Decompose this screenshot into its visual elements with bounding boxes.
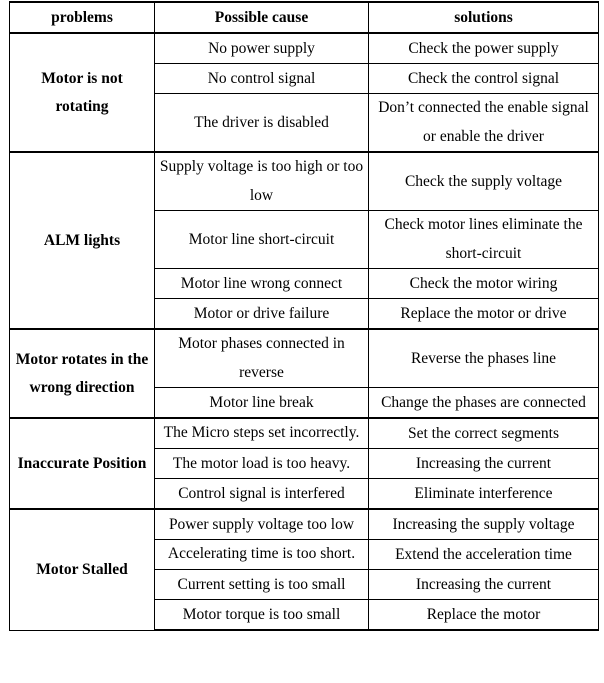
table-row — [10, 33, 599, 64]
solution-cell: Change the phases are connected — [369, 388, 599, 419]
solution-cell: Replace the motor — [369, 600, 599, 631]
cause-cell: Motor or drive failure — [155, 299, 369, 330]
cause-cell: No control signal — [155, 64, 369, 94]
cause-cell: Motor line short-circuit — [155, 211, 369, 269]
solution-cell: Increasing the current — [369, 449, 599, 479]
solution-cell: Extend the acceleration time — [369, 540, 599, 570]
troubleshooting-table — [9, 1, 599, 631]
solution-cell: Don’t connected the enable signal or enable the driver — [369, 94, 599, 153]
cause-cell: No power supply — [155, 33, 369, 64]
problem-cell: Inaccurate Position — [10, 418, 155, 509]
solution-cell: Check motor lines eliminate the short-circuit — [369, 211, 599, 269]
solution-cell: Reverse the phases line — [369, 329, 599, 388]
problem-cell: Motor rotates in the wrong direction — [10, 329, 155, 418]
solution-cell: Check the power supply — [369, 33, 599, 64]
header-solutions: solutions — [369, 2, 599, 33]
solution-cell: Check the motor wiring — [369, 269, 599, 299]
solution-cell: Set the correct segments — [369, 418, 599, 449]
table-row — [10, 329, 599, 388]
solution-cell: Eliminate interference — [369, 479, 599, 510]
cause-cell: Motor line wrong connect — [155, 269, 369, 299]
solution-cell: Replace the motor or drive — [369, 299, 599, 330]
cause-cell: Control signal is interfered — [155, 479, 369, 510]
header-row — [10, 2, 599, 33]
cause-cell: Supply voltage is too high or too low — [155, 152, 369, 211]
cause-cell: The Micro steps set incorrectly. — [155, 418, 369, 449]
solution-cell: Increasing the current — [369, 570, 599, 600]
solution-cell: Check the control signal — [369, 64, 599, 94]
header-problems: problems — [10, 2, 155, 33]
cause-cell: Power supply voltage too low — [155, 509, 369, 540]
cause-cell: Current setting is too small — [155, 570, 369, 600]
table-row — [10, 418, 599, 449]
header-possible-cause: Possible cause — [155, 2, 369, 33]
cause-cell: Motor phases connected in reverse — [155, 329, 369, 388]
table-row — [10, 509, 599, 540]
cause-cell: The motor load is too heavy. — [155, 449, 369, 479]
solution-cell: Increasing the supply voltage — [369, 509, 599, 540]
problem-cell: Motor is not rotating — [10, 33, 155, 152]
cause-cell: The driver is disabled — [155, 94, 369, 153]
table-row — [10, 152, 599, 211]
problem-cell: Motor Stalled — [10, 509, 155, 630]
problem-cell: ALM lights — [10, 152, 155, 329]
solution-cell: Check the supply voltage — [369, 152, 599, 211]
cause-cell: Motor line break — [155, 388, 369, 419]
cause-cell: Accelerating time is too short. — [155, 540, 369, 570]
cause-cell: Motor torque is too small — [155, 600, 369, 631]
